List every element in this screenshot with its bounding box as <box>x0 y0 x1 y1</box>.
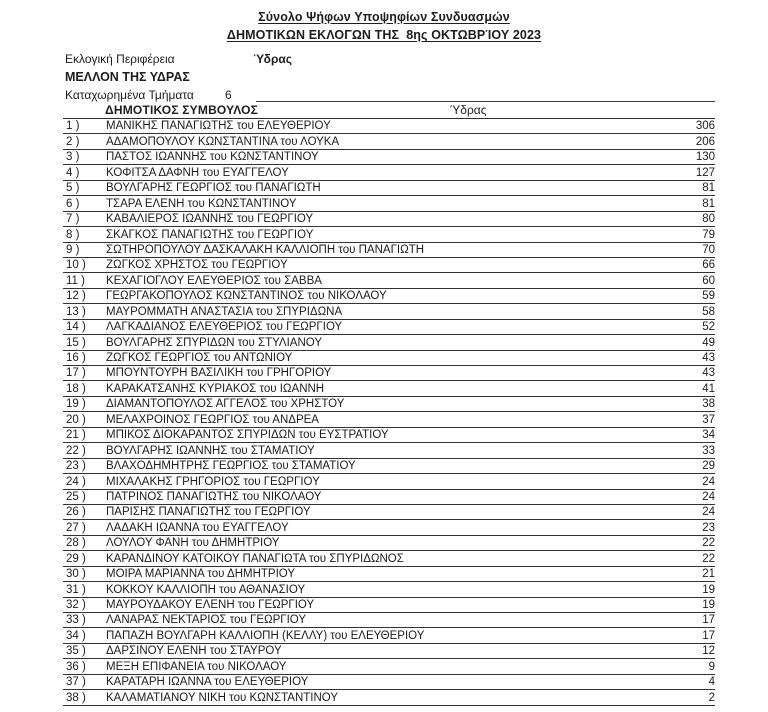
candidate-name: ΛΑΔΑΚΗ ΙΩΑΝΝΑ του ΕΥΑΓΓΕΛΟΥ <box>106 521 289 534</box>
row-number: 10 ) <box>66 259 86 272</box>
result-row <box>63 690 715 705</box>
result-row <box>63 119 715 134</box>
vote-count: 21 <box>702 568 715 581</box>
district-value: Ύδρας <box>253 52 292 66</box>
row-number: 14 ) <box>66 321 86 334</box>
row-number: 38 ) <box>66 691 86 704</box>
row-number: 7 ) <box>66 213 80 226</box>
vote-count: 19 <box>702 583 715 596</box>
candidate-name: ΚΟΦΙΤΣΑ ΔΑΦΝΗ του ΕΥΑΓΓΕΛΟΥ <box>106 166 289 179</box>
row-number: 35 ) <box>66 645 86 658</box>
vote-count: 37 <box>702 413 715 426</box>
candidate-name: ΑΔΑΜΟΠΟΥΛΟΥ ΚΩΝΣΤΑΝΤΙΝΑ του ΛΟΥΚΑ <box>106 135 340 148</box>
row-number: 9 ) <box>66 243 80 256</box>
result-row <box>63 505 715 520</box>
vote-count: 33 <box>702 444 715 457</box>
result-row <box>63 428 715 443</box>
result-row <box>63 613 715 628</box>
result-row <box>63 304 715 319</box>
candidate-name: ΣΚΑΓΚΟΣ ΠΑΝΑΓΙΩΤΗΣ του ΓΕΩΡΓΙΟΥ <box>106 228 314 241</box>
sections-row <box>65 86 715 104</box>
result-row <box>63 381 715 396</box>
row-number: 28 ) <box>66 537 86 550</box>
candidate-name: ΚΟΚΚΟΥ ΚΑΛΛΙΟΠΗ του ΑΘΑΝΑΣΙΟΥ <box>106 583 306 596</box>
candidate-name: ΜΠΟΥΝΤΟΥΡΗ ΒΑΣΙΛΙΚΗ του ΓΡΗΓΟΡΙΟΥ <box>106 367 332 380</box>
candidate-name: ΜΑΥΡΟΜΜΑΤΗ ΑΝΑΣΤΑΣΙΑ του ΣΠΥΡΙΔΩΝΑ <box>106 305 343 318</box>
result-row <box>63 551 715 566</box>
vote-count: 79 <box>702 228 715 241</box>
row-number: 37 ) <box>66 676 86 689</box>
result-row <box>63 165 715 180</box>
vote-count: 70 <box>702 243 715 256</box>
candidate-name: ΛΑΓΚΑΔΙΑΝΟΣ ΕΛΕΥΘΕΡΙΟΣ του ΓΕΩΡΓΙΟΥ <box>106 321 343 334</box>
row-number: 29 ) <box>66 552 86 565</box>
vote-count: 34 <box>702 429 715 442</box>
result-row <box>63 628 715 643</box>
candidate-name: ΠΑΡΙΣΗΣ ΠΑΝΑΓΙΩΤΗΣ του ΓΕΩΡΓΙΟΥ <box>106 506 311 519</box>
row-number: 15 ) <box>66 336 86 349</box>
row-number: 3 ) <box>66 151 80 164</box>
results-table <box>63 104 715 706</box>
row-number: 16 ) <box>66 352 86 364</box>
result-row <box>63 397 715 412</box>
candidate-name: ΚΕΧΑΓΙΟΓΛΟΥ ΕΛΕΥΘΕΡΙΟΣ του ΣΑΒΒΑ <box>106 274 322 287</box>
row-number: 5 ) <box>66 182 80 195</box>
row-number: 8 ) <box>66 228 80 241</box>
row-number: 21 ) <box>66 429 86 442</box>
result-row <box>63 335 715 350</box>
vote-count: 17 <box>702 614 715 627</box>
row-number: 32 ) <box>66 599 86 611</box>
vote-count: 9 <box>708 660 715 673</box>
result-row <box>63 567 715 582</box>
row-number: 31 ) <box>66 583 86 596</box>
candidate-name: ΒΟΥΛΓΑΡΗΣ ΣΠΥΡΙΔΩΝ του ΣΤΥΛΙΑΝΟΥ <box>106 336 323 349</box>
candidate-name: ΚΑΡΑΤΑΡΗ ΙΩΑΝΝΑ του ΕΛΕΥΘΕΡΙΟΥ <box>106 676 309 689</box>
sections-value: 6 <box>225 88 232 102</box>
candidate-name: ΜΕΛΑΧΡΟΙΝΟΣ ΓΕΩΡΓΙΟΣ του ΑΝΔΡΕΑ <box>106 413 319 426</box>
row-number: 26 ) <box>66 506 86 519</box>
vote-count: 43 <box>702 367 715 380</box>
result-row <box>63 150 715 165</box>
row-number: 4 ) <box>66 166 80 179</box>
candidate-name: ΖΩΓΚΟΣ ΓΕΩΡΓΙΟΣ του ΑΝΤΩΝΙΟΥ <box>106 352 293 364</box>
candidate-name: ΖΩΓΚΟΣ ΧΡΗΣΤΟΣ του ΓΕΩΡΓΙΟΥ <box>106 259 288 272</box>
result-row <box>63 196 715 211</box>
vote-count: 24 <box>702 490 715 503</box>
candidate-name: ΜΠΙΚΟΣ ΔΙΟΚΑΡΑΝΤΟΣ ΣΠΥΡΙΔΩΝ του ΕΥΣΤΡΑΤΙΟΥ <box>106 429 389 442</box>
candidate-name: ΚΑΡΑΝΔΙΝΟΥ ΚΑΤΟΙΚΟΥ ΠΑΝΑΓΙΩΤΑ του ΣΠΥΡΙΔΩΝΟΣ <box>106 552 404 565</box>
result-row <box>63 351 715 366</box>
row-number: 19 ) <box>66 398 86 411</box>
party-name: ΜΕΛΛΟΝ ΤΗΣ ΥΔΡΑΣ <box>65 70 190 84</box>
results-rows <box>63 119 715 706</box>
candidate-name: ΜΙΧΑΛΑΚΗΣ ΓΡΗΓΟΡΙΟΣ του ΓΕΩΡΓΙΟΥ <box>106 475 320 488</box>
vote-count: 12 <box>702 645 715 658</box>
candidate-name: ΚΑΡΑΚΑΤΣΑΝΗΣ ΚΥΡΙΑΚΟΣ του ΙΩΑΝΝΗ <box>106 382 325 395</box>
candidate-name: ΒΛΑΧΟΔΗΜΗΤΡΗΣ ΓΕΩΡΓΙΟΣ του ΣΤΑΜΑΤΙΟΥ <box>106 460 356 473</box>
district-row <box>65 50 715 68</box>
sections-label: Καταχωρημένα Τμήματα <box>65 88 194 102</box>
vote-count: 22 <box>702 537 715 550</box>
row-number: 13 ) <box>66 305 86 318</box>
result-row <box>63 459 715 474</box>
candidate-name: ΜΟΙΡΑ ΜΑΡΙΑΝΝΑ του ΔΗΜΗΤΡΙΟΥ <box>106 568 296 581</box>
result-row <box>63 273 715 288</box>
row-number: 27 ) <box>66 521 86 534</box>
candidate-name: ΜΕΞΗ ΕΠΙΦΑΝΕΙΑ του ΝΙΚΟΛΑΟΥ <box>106 660 287 673</box>
row-number: 24 ) <box>66 475 86 488</box>
document-header <box>0 0 768 43</box>
vote-count: 58 <box>702 305 715 318</box>
candidate-name: ΠΑΠΑΖΗ ΒΟΥΛΓΑΡΗ ΚΑΛΛΙΟΠΗ (ΚΕΛΛΥ) του ΕΛΕΥΘΕΡΙΟΥ <box>106 629 425 642</box>
ruled-line <box>256 101 715 102</box>
vote-count: 24 <box>702 506 715 519</box>
result-row <box>63 520 715 535</box>
row-number: 30 ) <box>66 568 86 581</box>
result-row <box>63 644 715 659</box>
district-label: Εκλογική Περιφέρεια <box>65 52 175 66</box>
vote-count: 127 <box>695 166 715 179</box>
candidate-name: ΔΙΑΜΑΝΤΟΠΟΥΛΟΣ ΑΓΓΕΛΟΣ του ΧΡΗΣΤΟΥ <box>106 398 345 411</box>
vote-count: 17 <box>702 629 715 642</box>
result-row <box>63 675 715 690</box>
vote-count: 80 <box>702 213 715 226</box>
results-header-row <box>63 104 715 119</box>
row-number: 34 ) <box>66 629 86 642</box>
party-row <box>65 68 715 86</box>
vote-count: 52 <box>702 321 715 334</box>
result-row <box>63 598 715 613</box>
candidate-name: ΠΑΣΤΟΣ ΙΩΑΝΝΗΣ του ΚΩΝΣΤΑΝΤΙΝΟΥ <box>106 151 319 164</box>
vote-count: 49 <box>702 336 715 349</box>
row-number: 33 ) <box>66 614 86 627</box>
row-number: 17 ) <box>66 367 86 380</box>
result-row <box>63 227 715 242</box>
page-title-line2: ΔΗΜΟΤΙΚΩΝ ΕΚΛΟΓΩΝ ΤΗΣ 8ης ΟΚΤΩΒΡΊΟΥ 2023 <box>226 28 542 42</box>
row-number: 11 ) <box>66 274 85 287</box>
header-region-label: Ύδρας <box>450 103 487 117</box>
vote-count: 29 <box>702 460 715 473</box>
vote-count: 60 <box>702 274 715 287</box>
candidate-name: ΛΑΝΑΡΑΣ ΝΕΚΤΑΡΙΟΣ του ΓΕΩΡΓΙΟΥ <box>106 614 307 627</box>
result-row <box>63 490 715 505</box>
vote-count: 41 <box>702 382 715 395</box>
candidate-name: ΣΩΤΗΡΟΠΟΥΛΟΥ ΔΑΣΚΑΛΑΚΗ ΚΑΛΛΙΟΠΗ του ΠΑΝΑΓΙΩΤΗ <box>106 243 425 256</box>
candidate-name: ΛΟΥΛΟΥ ΦΑΝΗ του ΔΗΜΗΤΡΙΟΥ <box>106 537 280 550</box>
candidate-name: ΚΑΒΑΛΙΕΡΟΣ ΙΩΑΝΝΗΣ του ΓΕΩΡΓΙΟΥ <box>106 213 314 226</box>
candidate-name: ΓΕΩΡΓΑΚΟΠΟΥΛΟΣ ΚΩΝΣΤΑΝΤΙΝΟΣ του ΝΙΚΟΛΑΟΥ <box>106 290 387 303</box>
result-row <box>63 258 715 273</box>
result-row <box>63 366 715 381</box>
vote-count: 4 <box>708 676 715 689</box>
vote-count: 59 <box>702 290 715 303</box>
result-row <box>63 659 715 674</box>
result-row <box>63 443 715 458</box>
vote-count: 206 <box>695 135 715 148</box>
vote-count: 23 <box>702 521 715 534</box>
vote-count: 81 <box>702 197 715 210</box>
vote-count: 43 <box>702 352 715 364</box>
result-row <box>63 474 715 489</box>
row-number: 22 ) <box>66 444 86 457</box>
vote-count: 66 <box>702 259 715 272</box>
vote-count: 306 <box>695 120 715 133</box>
candidate-name: ΠΑΤΡΙΝΟΣ ΠΑΝΑΓΙΩΤΗΣ του ΝΙΚΟΛΑΟΥ <box>106 490 322 503</box>
candidate-name: ΒΟΥΛΓΑΡΗΣ ΓΕΩΡΓΙΟΣ του ΠΑΝΑΓΙΩΤΗ <box>106 182 321 195</box>
result-row <box>63 134 715 149</box>
result-row <box>63 243 715 258</box>
candidate-name: ΚΑΛΑΜΑΤΙΑΝΟΥ ΝΙΚΗ του ΚΩΝΣΤΑΝΤΙΝΟΥ <box>106 691 339 704</box>
row-number: 20 ) <box>66 413 86 426</box>
page-title-line1: Σύνολο Ψήφων Υποψηφίων Συνδυασμών <box>258 10 510 24</box>
header-office-label: ΔΗΜΟΤΙΚΟΣ ΣΥΜΒΟΥΛΟΣ <box>105 103 259 117</box>
row-number: 1 ) <box>66 120 80 133</box>
vote-count: 22 <box>702 552 715 565</box>
row-number: 23 ) <box>66 460 86 473</box>
row-number: 36 ) <box>66 660 86 673</box>
row-number: 18 ) <box>66 382 86 395</box>
result-row <box>63 289 715 304</box>
document-meta <box>65 50 715 104</box>
vote-count: 38 <box>702 398 715 411</box>
row-number: 25 ) <box>66 490 86 503</box>
candidate-name: ΜΑΥΡΟΥΔΑΚΟΥ ΕΛΕΝΗ του ΓΕΩΡΓΙΟΥ <box>106 599 315 611</box>
row-number: 6 ) <box>66 197 80 210</box>
result-row <box>63 536 715 551</box>
candidate-name: ΔΑΡΣΙΝΟΥ ΕΛΕΝΗ του ΣΤΑΥΡΟΥ <box>106 645 282 658</box>
vote-count: 130 <box>695 151 715 164</box>
result-row <box>63 212 715 227</box>
result-row <box>63 582 715 597</box>
vote-count: 2 <box>708 691 715 704</box>
result-row <box>63 181 715 196</box>
candidate-name: ΤΣΑΡΑ ΕΛΕΝΗ του ΚΩΝΣΤΑΝΤΙΝΟΥ <box>106 197 297 210</box>
vote-count: 24 <box>702 475 715 488</box>
result-row <box>63 320 715 335</box>
vote-count: 19 <box>702 599 715 611</box>
candidate-name: ΜΑΝΙΚΗΣ ΠΑΝΑΓΙΩΤΗΣ του ΕΛΕΥΘΕΡΙΟΥ <box>106 120 331 133</box>
row-number: 12 ) <box>66 290 86 303</box>
candidate-name: ΒΟΥΛΓΑΡΗΣ ΙΩΑΝΝΗΣ του ΣΤΑΜΑΤΙΟΥ <box>106 444 315 457</box>
vote-count: 81 <box>702 182 715 195</box>
row-number: 2 ) <box>66 135 80 148</box>
result-row <box>63 412 715 427</box>
